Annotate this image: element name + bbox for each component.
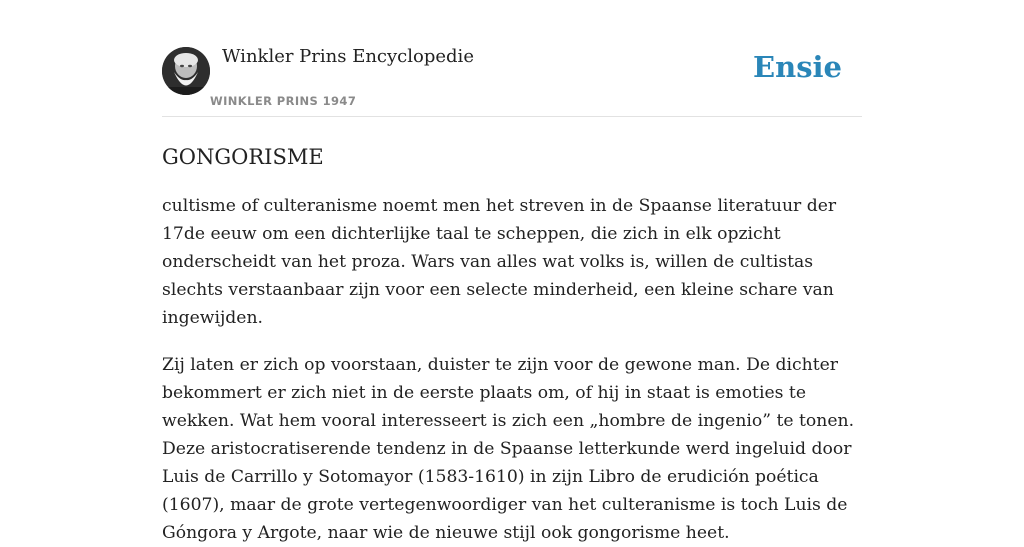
article-title: GONGORISME [162,145,324,169]
article-paragraph: Zij laten er zich op voorstaan, duister te zijn voor de gewone man. De dichter bekommert er zich niet in de eerste plaats om, of hij in staat is emoties te wekken. Wat hem vooral interesseert is zich een „hombre de ingenio” te tonen. Deze aristocratiserende tendenz in de Spaanse letterkunde werd ingeluid door Luis de Carrillo y Sotomayor (1583-1610) in zijn Libro de erudición poética (1607), maar de grote vertegenwoordiger van het culteranisme is toch Luis de Góngora y Argote, naar wie de nieuwe stijl ook gongorisme heet. [162,355,855,543]
ensie-logo[interactable]: Ensie [753,50,842,84]
portrait-avatar-icon[interactable] [162,47,210,95]
site-header [162,0,862,117]
edition-label: WINKLER PRINS 1947 [210,94,357,108]
article-paragraph: cultisme of culteranisme noemt men het streven in de Spaanse literatuur der 17de eeuw om een dichterlijke taal te scheppen, die zich in elk opzicht onderscheidt van het proza. Wars van alles wat volks is, willen de cultistas slechts verstaanbaar zijn voor een selecte minderheid, een kleine schare van ingewijden. [162,196,837,328]
page-container [162,0,862,547]
site-title[interactable]: Winkler Prins Encyclopedie [222,46,474,67]
